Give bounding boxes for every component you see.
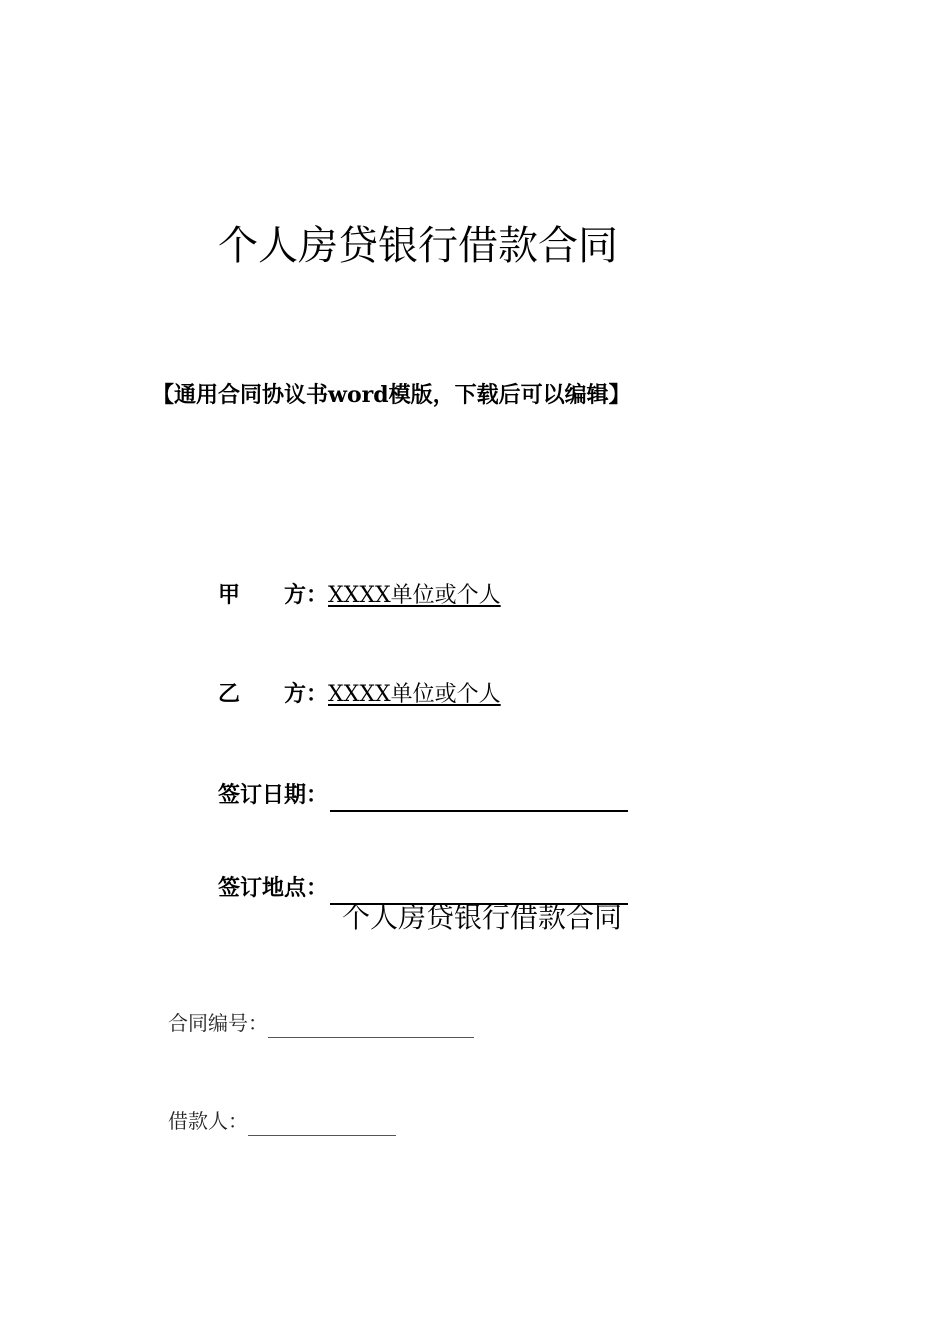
party-b-label: 乙 方：	[218, 681, 329, 707]
borrower-row	[168, 1106, 396, 1136]
party-b-value: XXXX单位或个人	[328, 682, 501, 707]
body-title: 个人房贷银行借款合同	[342, 901, 623, 934]
party-a-label: 甲 方：	[218, 582, 329, 608]
borrower-blank	[248, 1113, 396, 1136]
borrower-label: 借款人：	[168, 1109, 248, 1133]
party-a-value: XXXX单位或个人	[328, 583, 501, 608]
cover-title: 个人房贷银行借款合同	[218, 223, 618, 269]
sign-place-label: 签订地点：	[218, 875, 329, 901]
contract-no-label: 合同编号：	[168, 1011, 268, 1035]
sign-date-label: 签订日期：	[218, 782, 329, 808]
party-a-row	[218, 578, 501, 613]
sign-date-blank	[330, 782, 628, 812]
party-b-row	[218, 677, 501, 712]
sign-date-row	[218, 778, 628, 812]
contract-no-blank	[268, 1015, 474, 1038]
template-note: 【通用合同协议书word模版，下载后可以编辑】	[152, 382, 631, 408]
contract-no-row	[168, 1008, 474, 1038]
